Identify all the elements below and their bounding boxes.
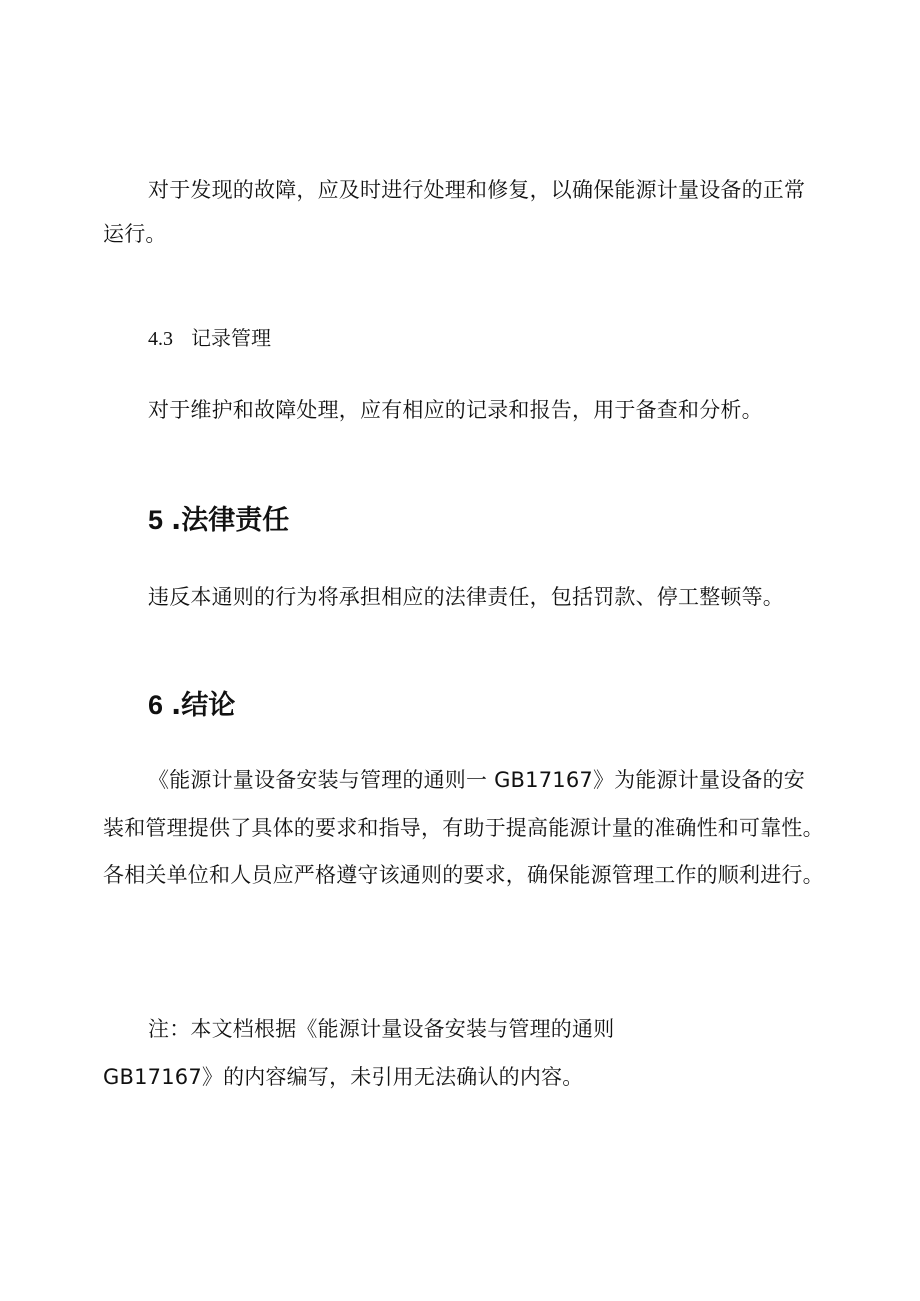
section-4-3-heading xyxy=(148,323,271,354)
section-6-heading xyxy=(148,685,235,726)
section-5-heading xyxy=(148,500,289,541)
section-4-3-text: 对于维护和故障处理，应有相应的记录和报告，用于备查和分析。 xyxy=(148,398,763,422)
note-line-1: 注：本文档根据《能源计量设备安装与管理的通则 xyxy=(148,1017,615,1041)
section-4-3-number: 4.3 xyxy=(148,328,173,350)
section-6-number: 6 xyxy=(148,690,164,720)
section-5-title: .法律责任 xyxy=(171,505,290,536)
fault-paragraph-line-2: 运行。 xyxy=(103,222,167,246)
conclusion-line-2: 装和管理提供了具体的要求和指导，有助于提高能源计量的准确性和可靠性。 xyxy=(103,816,824,840)
section-4-3-title: 记录管理 xyxy=(191,326,271,350)
section-6-title: .结论 xyxy=(171,690,236,721)
fault-paragraph-line-1: 对于发现的故障，应及时进行处理和修复，以确保能源计量设备的正常 xyxy=(148,178,806,202)
note-line-2: GB17167》的内容编写，未引用无法确认的内容。 xyxy=(103,1065,584,1089)
section-5-number: 5 xyxy=(148,505,164,535)
section-5-text: 违反本通则的行为将承担相应的法律责任，包括罚款、停工整顿等。 xyxy=(148,585,784,609)
conclusion-line-3: 各相关单位和人员应严格遵守该通则的要求，确保能源管理工作的顺利进行。 xyxy=(103,863,824,887)
conclusion-line-1: 《能源计量设备安装与管理的通则一 GB17167》为能源计量设备的安 xyxy=(148,768,805,792)
